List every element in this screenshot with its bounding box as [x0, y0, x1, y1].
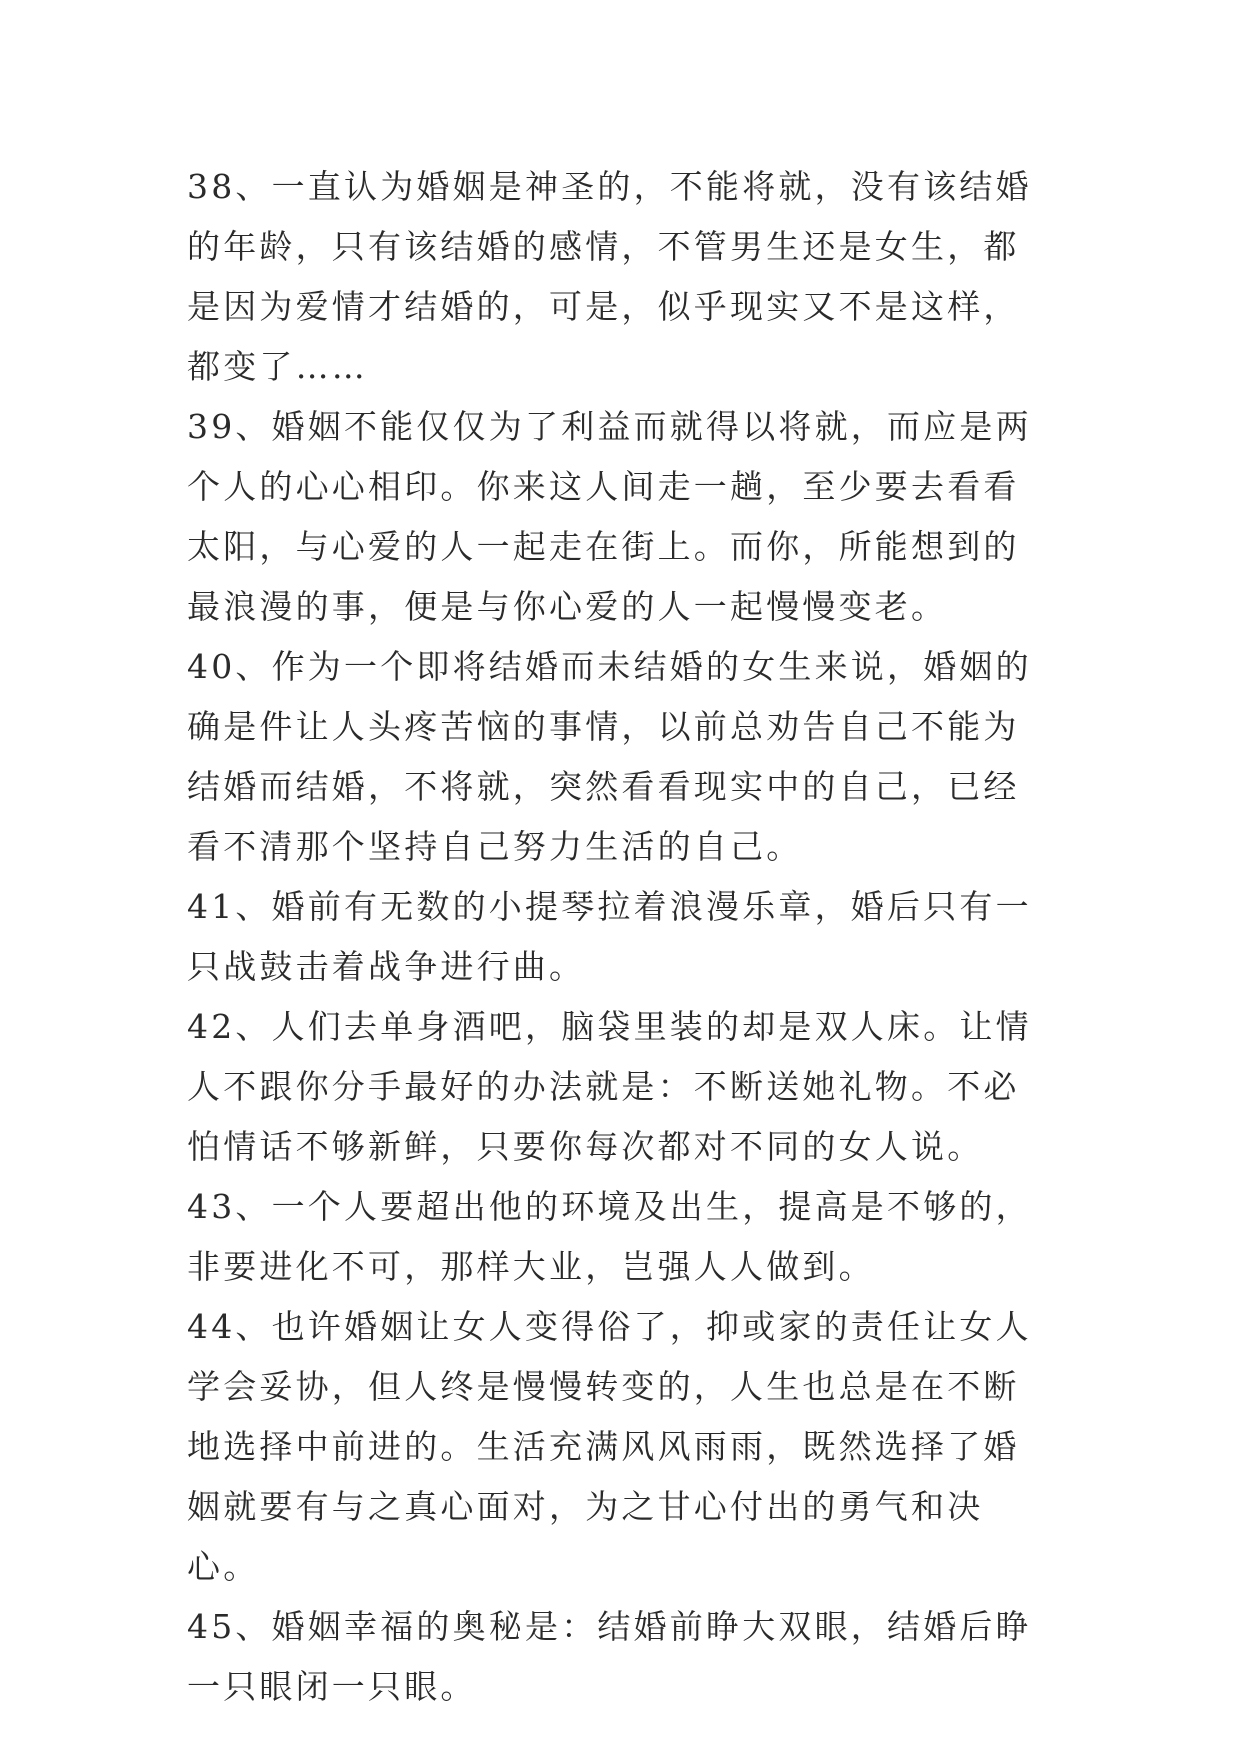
document-body — [187, 157, 1049, 1717]
paragraph-44: 44、也许婚姻让女人变得俗了，抑或家的责任让女人学会妥协，但人终是慢慢转变的，人生也总是在不断地选择中前进的。生活充满风风雨雨，既然选择了婚姻就要有与之真心面对，为之甘心付出的勇气和决心。 — [187, 1307, 1032, 1586]
paragraph-39: 39、婚姻不能仅仅为了利益而就得以将就，而应是两个人的心心相印。你来这人间走一趟，至少要去看看太阳，与心爱的人一起走在街上。而你，所能想到的最浪漫的事，便是与你心爱的人一起慢慢变老。 — [187, 407, 1032, 626]
paragraph-38: 38、一直认为婚姻是神圣的，不能将就，没有该结婚的年龄，只有该结婚的感情，不管男生还是女生，都是因为爱情才结婚的，可是，似乎现实又不是这样，都变了…… — [187, 167, 1032, 386]
paragraph-43: 43、一个人要超出他的环境及出生，提高是不够的，非要进化不可，那样大业，岂强人人做到。 — [187, 1187, 1032, 1286]
paragraph-40: 40、作为一个即将结婚而未结婚的女生来说，婚姻的确是件让人头疼苦恼的事情，以前总劝告自己不能为结婚而结婚，不将就，突然看看现实中的自己，已经看不清那个坚持自己努力生活的自己。 — [187, 647, 1032, 866]
paragraph-41: 41、婚前有无数的小提琴拉着浪漫乐章，婚后只有一只战鼓击着战争进行曲。 — [187, 887, 1032, 986]
paragraph-42: 42、人们去单身酒吧，脑袋里装的却是双人床。让情人不跟你分手最好的办法就是：不断送她礼物。不必怕情话不够新鲜，只要你每次都对不同的女人说。 — [187, 1007, 1032, 1166]
paragraph-45: 45、婚姻幸福的奥秘是：结婚前睁大双眼，结婚后睁一只眼闭一只眼。 — [187, 1607, 1032, 1706]
